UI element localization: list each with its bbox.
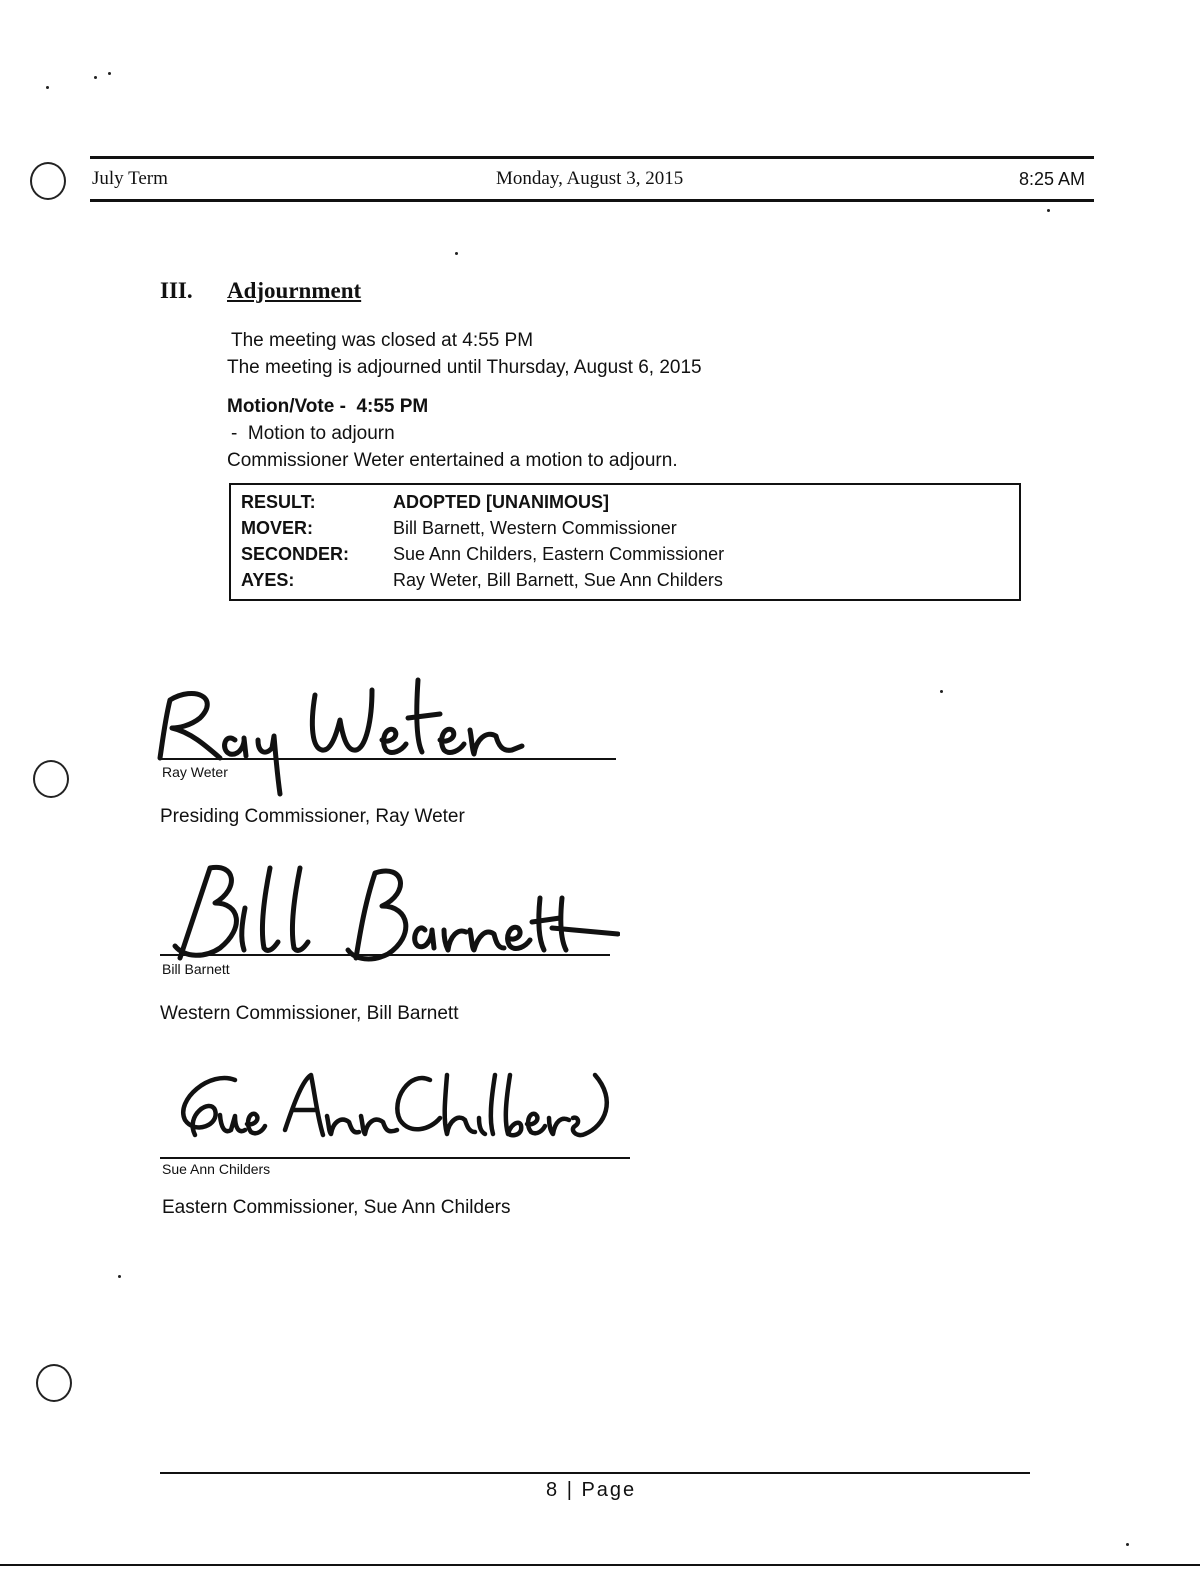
scan-speck bbox=[1126, 1543, 1129, 1546]
header-top-rule bbox=[90, 156, 1094, 159]
mover-row bbox=[231, 515, 734, 541]
signer-name-3: Sue Ann Childers bbox=[162, 1161, 271, 1177]
signature-sue-ann-childers bbox=[165, 1060, 625, 1150]
seconder-row bbox=[231, 541, 734, 567]
signature-line-3 bbox=[160, 1157, 630, 1159]
page-number-footer bbox=[546, 1479, 636, 1502]
footer-rule bbox=[160, 1472, 1030, 1474]
page-number: 8 bbox=[546, 1479, 560, 1501]
motion-item: - Motion to adjourn bbox=[231, 423, 395, 444]
scan-speck bbox=[108, 72, 111, 75]
result-row bbox=[231, 489, 734, 515]
meeting-closed-text: The meeting was closed at 4:55 PM bbox=[231, 330, 534, 351]
header-time: 8:25 AM bbox=[1019, 169, 1086, 189]
header-bottom-rule bbox=[90, 199, 1094, 202]
signature-line-2 bbox=[160, 954, 610, 956]
scan-speck bbox=[94, 76, 97, 79]
motion-heading: Motion/Vote - 4:55 PM bbox=[227, 396, 429, 417]
scan-speck bbox=[46, 86, 49, 89]
seconder-key: SECONDER: bbox=[241, 543, 350, 564]
scan-speck bbox=[1047, 209, 1050, 212]
ayes-value: Ray Weter, Bill Barnett, Sue Ann Childers bbox=[393, 569, 723, 590]
mover-value: Bill Barnett, Western Commissioner bbox=[393, 517, 677, 538]
scan-bottom-border bbox=[0, 1564, 1200, 1566]
signer-name-1: Ray Weter bbox=[162, 764, 228, 780]
ayes-row bbox=[231, 567, 734, 593]
result-table bbox=[231, 489, 734, 593]
mover-key: MOVER: bbox=[241, 517, 313, 538]
section-number: III. bbox=[160, 278, 193, 303]
binder-hole-bottom bbox=[36, 1364, 72, 1402]
result-table-box bbox=[229, 483, 1021, 601]
scan-speck bbox=[118, 1275, 121, 1278]
signer-title-1: Presiding Commissioner, Ray Weter bbox=[160, 806, 465, 827]
signer-title-2: Western Commissioner, Bill Barnett bbox=[160, 1003, 459, 1024]
signer-name-2: Bill Barnett bbox=[162, 961, 230, 977]
binder-hole-middle bbox=[33, 760, 69, 798]
signature-line-1 bbox=[160, 758, 616, 760]
binder-hole-top bbox=[30, 162, 66, 200]
section-title: Adjournment bbox=[227, 278, 362, 303]
seconder-value: Sue Ann Childers, Eastern Commissioner bbox=[393, 543, 725, 564]
header-date: Monday, August 3, 2015 bbox=[496, 168, 684, 189]
result-key: RESULT: bbox=[241, 491, 316, 512]
scan-speck bbox=[455, 252, 458, 255]
page-label: | Page bbox=[566, 1479, 637, 1501]
meeting-adjourned-text: The meeting is adjourned until Thursday, August 6, 2015 bbox=[227, 357, 702, 378]
motion-description: Commissioner Weter entertained a motion to adjourn. bbox=[227, 450, 678, 471]
scan-speck bbox=[940, 690, 943, 693]
result-value: ADOPTED [UNANIMOUS] bbox=[393, 491, 609, 512]
signer-title-3: Eastern Commissioner, Sue Ann Childers bbox=[162, 1197, 511, 1218]
header-term: July Term bbox=[92, 168, 168, 189]
signature-ray-weter bbox=[150, 670, 570, 800]
ayes-key: AYES: bbox=[241, 569, 295, 590]
signature-bill-barnett bbox=[160, 858, 620, 968]
